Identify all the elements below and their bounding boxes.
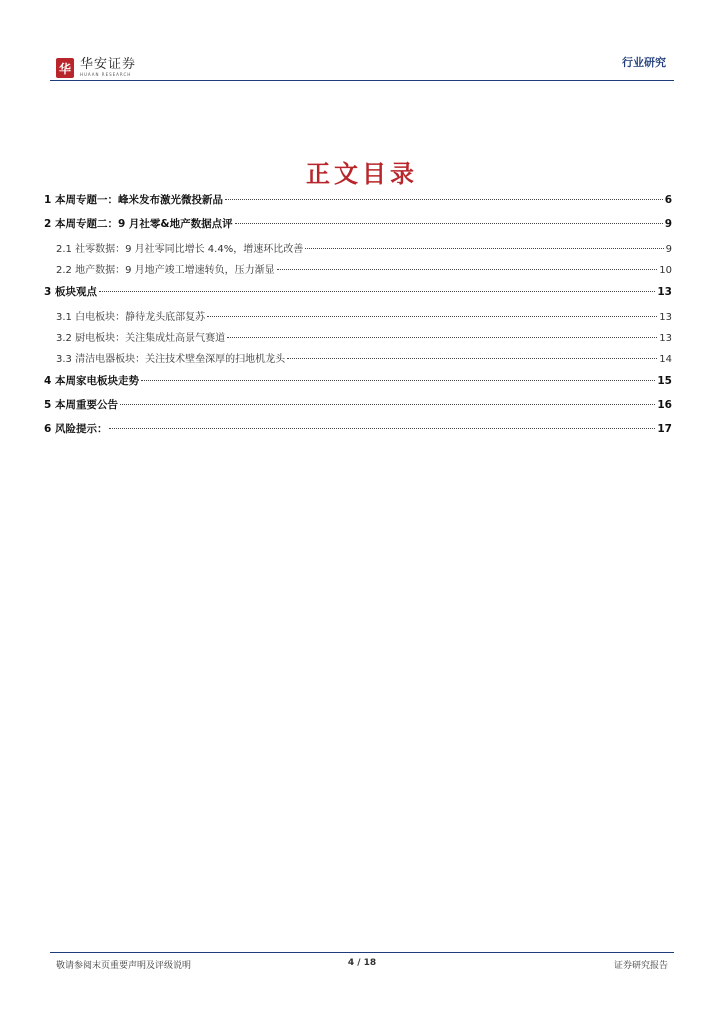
header-divider [50,80,674,81]
report-type-label: 行业研究 [622,56,666,69]
toc-dot-leader [225,199,663,200]
toc-subentry[interactable] [44,240,672,261]
toc-subentry[interactable] [44,329,672,350]
toc-dot-leader [277,269,658,270]
toc-page-number: 9 [664,218,672,230]
toc-dot-leader [227,337,657,338]
footer-disclaimer: 敬请参阅末页重要声明及评级说明 [56,961,192,971]
page-header [0,0,724,90]
toc-title: 正文目录 [306,159,418,188]
logo-name-cn: 华安证券 [80,57,137,72]
toc-page-number: 13 [657,286,672,298]
toc-dot-leader [235,223,663,224]
toc-subentry[interactable] [44,350,672,371]
toc-entry-title: 2.1 社零数据：9 月社零同比增长 4.4%，增速环比改善 [56,244,304,255]
toc-page-number: 14 [659,354,672,365]
toc-subentry[interactable] [44,261,672,282]
toc-page-number: 13 [659,333,672,344]
toc-page-number: 16 [657,399,672,411]
toc-dot-leader [120,404,655,405]
footer-report-label: 证券研究报告 [613,961,668,971]
footer-divider [50,952,674,953]
logo-seal-icon: 华 [56,58,74,78]
toc-page-number: 10 [659,265,672,276]
table-of-contents [44,192,672,445]
toc-entry-title: 3.2 厨电板块：关注集成灶高景气赛道 [56,333,226,344]
page-number: 4 / 18 [347,958,377,968]
toc-dot-leader [287,358,657,359]
toc-page-number: 6 [664,194,672,206]
logo-name-en: HUAAN RESEARCH [80,72,132,77]
page-footer [56,958,668,972]
toc-dot-leader [305,248,663,249]
toc-entry[interactable] [44,284,672,308]
toc-entry-title: 1 本周专题一：峰米发布激光微投新品 [44,194,223,206]
toc-entry-title: 6 风险提示： [44,423,108,435]
toc-dot-leader [141,380,655,381]
toc-entry-title: 4 本周家电板块走势 [44,375,139,387]
toc-page-number: 9 [665,244,672,255]
toc-entry-title: 3 板块观点 [44,286,97,298]
toc-entry-title: 3.1 白电板块：静待龙头底部复苏 [56,312,206,323]
toc-page-number: 15 [657,375,672,387]
toc-dot-leader [109,428,655,429]
toc-entry[interactable] [44,421,672,445]
company-logo [56,58,136,78]
toc-entry[interactable] [44,397,672,421]
toc-page-number: 17 [657,423,672,435]
toc-entry-title: 3.3 清洁电器板块：关注技术壁垒深厚的扫地机龙头 [56,354,286,365]
toc-dot-leader [99,291,655,292]
toc-entry[interactable] [44,216,672,240]
toc-page-number: 13 [659,312,672,323]
toc-entry[interactable] [44,373,672,397]
toc-entry-title: 2.2 地产数据：9 月地产竣工增速转负，压力渐显 [56,265,275,276]
toc-entry-title: 2 本周专题二：9 月社零&地产数据点评 [44,218,233,230]
toc-dot-leader [207,316,657,317]
toc-entry-title: 5 本周重要公告 [44,399,118,411]
toc-entry[interactable] [44,192,672,216]
toc-subentry[interactable] [44,308,672,329]
